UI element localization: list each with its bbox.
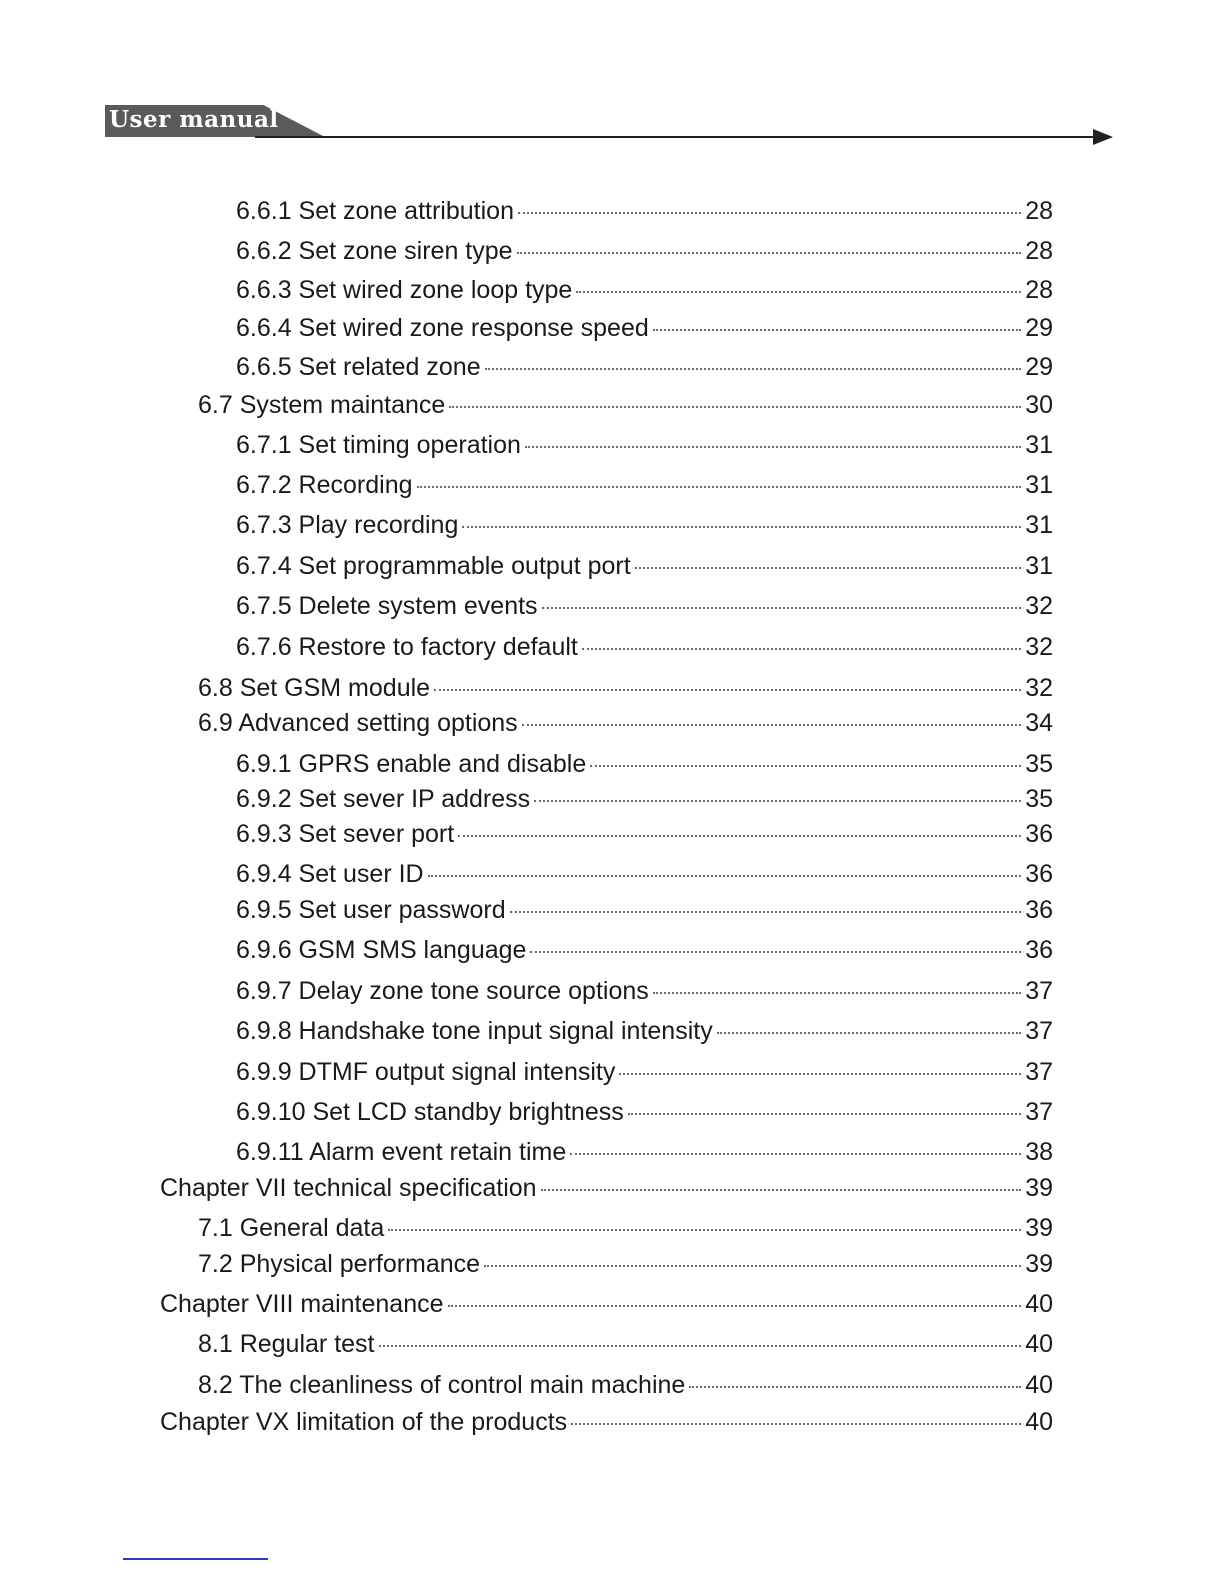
toc-entry-page: 28 (1025, 275, 1053, 304)
toc-entry-page: 31 (1025, 470, 1053, 499)
toc-entry[interactable] (236, 275, 1053, 305)
toc-entry[interactable] (236, 470, 1053, 500)
toc-entry-title: 6.9.9 DTMF output signal intensity (236, 1057, 616, 1086)
toc-entry-title: 6.9.1 GPRS enable and disable (236, 749, 587, 778)
toc-entry[interactable] (236, 1097, 1053, 1127)
toc-entry-page: 32 (1025, 591, 1053, 620)
toc-dot-leader (689, 1386, 1021, 1388)
toc-entry-page: 29 (1025, 313, 1053, 342)
toc-entry-title: 6.9.3 Set sever port (236, 819, 455, 848)
toc-entry-page: 40 (1025, 1329, 1053, 1358)
toc-entry[interactable] (236, 859, 1053, 889)
toc-entry-page: 31 (1025, 510, 1053, 539)
toc-dot-leader (462, 526, 1021, 528)
toc-entry-title: 6.9.8 Handshake tone input signal intensity (236, 1016, 713, 1045)
toc-dot-leader (388, 1229, 1021, 1231)
toc-entry-page: 28 (1025, 236, 1053, 265)
toc-entry[interactable] (198, 673, 1053, 703)
toc-entry[interactable] (236, 749, 1053, 779)
toc-dot-leader (582, 648, 1021, 650)
toc-entry[interactable] (160, 1173, 1053, 1203)
toc-entry-title: 6.7.2 Recording (236, 470, 413, 499)
toc-entry-title: 6.7.5 Delete system events (236, 591, 538, 620)
toc-entry-title: 6.9.6 GSM SMS language (236, 935, 527, 964)
toc-dot-leader (541, 1189, 1022, 1191)
toc-entry-title: 6.7 System maintance (198, 390, 446, 419)
toc-entry-page: 36 (1025, 895, 1053, 924)
header-rule (255, 136, 1095, 138)
toc-dot-leader (628, 1113, 1021, 1115)
toc-entry-title: 6.9.7 Delay zone tone source options (236, 976, 649, 1005)
toc-dot-leader (518, 212, 1021, 214)
toc-entry-title: 6.9.11 Alarm event retain time (236, 1137, 567, 1166)
toc-dot-leader (619, 1073, 1021, 1075)
toc-entry[interactable] (198, 390, 1053, 420)
toc-entry-page: 37 (1025, 1097, 1053, 1126)
toc-entry[interactable] (236, 935, 1053, 965)
footer-rule (123, 1558, 268, 1560)
toc-entry[interactable] (236, 313, 1053, 343)
toc-entry-page: 38 (1025, 1137, 1053, 1166)
toc-dot-leader (448, 1305, 1022, 1307)
toc-entry[interactable] (236, 1137, 1053, 1167)
toc-dot-leader (434, 689, 1021, 691)
toc-entry-title: 6.7.3 Play recording (236, 510, 459, 539)
toc-entry-title: 6.6.4 Set wired zone response speed (236, 313, 649, 342)
toc-dot-leader (484, 1265, 1021, 1267)
toc-dot-leader (717, 1032, 1021, 1034)
toc-entry-page: 37 (1025, 1016, 1053, 1045)
toc-entry-title: 6.8 Set GSM module (198, 673, 431, 702)
toc-entry[interactable] (198, 1370, 1053, 1400)
toc-entry-page: 30 (1025, 390, 1053, 419)
toc-dot-leader (522, 724, 1022, 726)
toc-entry-title: 6.9.10 Set LCD standby brightness (236, 1097, 624, 1126)
toc-dot-leader (417, 486, 1022, 488)
toc-dot-leader (379, 1345, 1022, 1347)
toc-entry-title: Chapter VX limitation of the products (160, 1407, 568, 1436)
toc-dot-leader (635, 567, 1022, 569)
toc-entry-page: 36 (1025, 935, 1053, 964)
toc-dot-leader (449, 406, 1021, 408)
toc-entry-title: 6.9 Advanced setting options (198, 708, 518, 737)
toc-entry-page: 36 (1025, 859, 1053, 888)
toc-entry[interactable] (236, 352, 1053, 382)
toc-dot-leader (542, 607, 1022, 609)
toc-dot-leader (458, 835, 1021, 837)
toc-entry[interactable] (236, 976, 1053, 1006)
toc-entry[interactable] (198, 1249, 1053, 1279)
toc-entry[interactable] (236, 236, 1053, 266)
toc-entry-page: 31 (1025, 551, 1053, 580)
toc-dot-leader (570, 1153, 1021, 1155)
toc-entry[interactable] (236, 1057, 1053, 1087)
toc-entry-title: 6.7.6 Restore to factory default (236, 632, 578, 661)
toc-entry-page: 37 (1025, 976, 1053, 1005)
toc-entry-page: 37 (1025, 1057, 1053, 1086)
toc-entry[interactable] (198, 1213, 1053, 1243)
toc-entry-page: 40 (1025, 1407, 1053, 1436)
toc-entry-title: 6.6.1 Set zone attribution (236, 196, 514, 225)
toc-entry[interactable] (198, 708, 1053, 738)
toc-dot-leader (571, 1423, 1021, 1425)
toc-entry[interactable] (236, 196, 1053, 226)
toc-entry-title: 6.6.2 Set zone siren type (236, 236, 513, 265)
toc-entry-page: 35 (1025, 784, 1053, 813)
toc-dot-leader (576, 291, 1021, 293)
toc-dot-leader (428, 875, 1022, 877)
toc-entry[interactable] (160, 1407, 1053, 1437)
toc-entry-title: 6.9.4 Set user ID (236, 859, 424, 888)
toc-entry-page: 36 (1025, 819, 1053, 848)
header-title: User manual (109, 106, 279, 133)
toc-entry[interactable] (236, 591, 1053, 621)
toc-entry-title: 8.2 The cleanliness of control main machine (198, 1370, 686, 1399)
toc-entry-page: 28 (1025, 196, 1053, 225)
toc-entry-title: 7.2 Physical performance (198, 1249, 481, 1278)
toc-entry[interactable] (236, 895, 1053, 925)
toc-entry-title: 6.9.2 Set sever IP address (236, 784, 531, 813)
toc-entry-page: 32 (1025, 632, 1053, 661)
toc-entry[interactable] (236, 510, 1053, 540)
toc-entry-page: 32 (1025, 673, 1053, 702)
toc-entry-title: 6.7.4 Set programmable output port (236, 551, 631, 580)
toc-dot-leader (534, 800, 1021, 802)
toc-entry-page: 40 (1025, 1370, 1053, 1399)
toc-dot-leader (653, 992, 1021, 994)
toc-entry-page: 29 (1025, 352, 1053, 381)
toc-dot-leader (530, 951, 1021, 953)
toc-dot-leader (525, 446, 1021, 448)
toc-entry-page: 35 (1025, 749, 1053, 778)
toc-entry-page: 39 (1025, 1213, 1053, 1242)
toc-entry-page: 40 (1025, 1289, 1053, 1318)
toc-entry-title: 6.6.5 Set related zone (236, 352, 481, 381)
toc-entry-title: 7.1 General data (198, 1213, 385, 1242)
toc-entry[interactable] (236, 430, 1053, 460)
toc-dot-leader (510, 911, 1022, 913)
toc-entry[interactable] (236, 551, 1053, 581)
toc-entry-title: Chapter VIII maintenance (160, 1289, 444, 1318)
page-header (105, 100, 1115, 144)
arrow-right-icon (1093, 129, 1113, 145)
toc-entry-title: Chapter VII technical specification (160, 1173, 537, 1202)
toc-dot-leader (517, 252, 1022, 254)
toc-entry[interactable] (236, 784, 1053, 814)
toc-entry-page: 31 (1025, 430, 1053, 459)
toc-entry[interactable] (160, 1289, 1053, 1319)
toc-dot-leader (485, 368, 1022, 370)
toc-entry-title: 8.1 Regular test (198, 1329, 375, 1358)
toc-dot-leader (590, 765, 1021, 767)
toc-entry-title: 6.7.1 Set timing operation (236, 430, 521, 459)
toc-entry[interactable] (236, 632, 1053, 662)
toc-entry[interactable] (236, 1016, 1053, 1046)
toc-entry[interactable] (198, 1329, 1053, 1359)
toc-entry-page: 34 (1025, 708, 1053, 737)
toc-entry-title: 6.6.3 Set wired zone loop type (236, 275, 573, 304)
toc-entry-title: 6.9.5 Set user password (236, 895, 506, 924)
toc-entry-page: 39 (1025, 1249, 1053, 1278)
toc-dot-leader (653, 329, 1021, 331)
toc-entry[interactable] (236, 819, 1053, 849)
toc-entry-page: 39 (1025, 1173, 1053, 1202)
